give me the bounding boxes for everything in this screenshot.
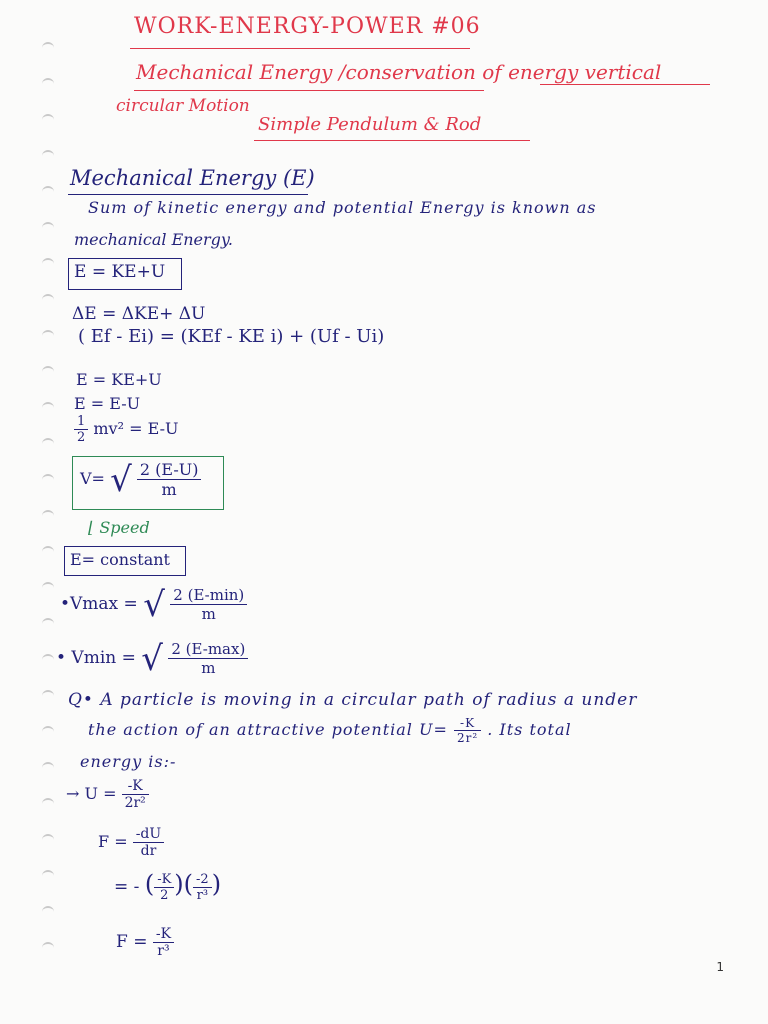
sqrt-symbol: √ — [143, 584, 165, 625]
vmin-denominator: m — [201, 659, 216, 677]
question-line-2-text: the action of an attractive potential U= — [88, 720, 448, 739]
topics-underline-1b — [540, 84, 710, 85]
step-p1-denominator: 2 — [160, 888, 169, 903]
equation-3 — [74, 414, 178, 445]
solution-f — [98, 826, 164, 859]
eq3-rhs: E-U — [147, 419, 179, 438]
solution-u — [66, 778, 149, 811]
vmax-denominator: m — [201, 605, 216, 623]
speed-annotation — [88, 518, 150, 537]
question-line-1: Q• A particle is moving in a circular path of radius a under — [68, 690, 638, 710]
boxed-formula: E = KE+U — [74, 262, 166, 282]
eq3-numerator: 1 — [74, 414, 88, 430]
definition-line-1: Sum of kinetic energy and potential Energy is known as — [88, 198, 597, 217]
speed-label: Speed — [99, 518, 150, 537]
step-p1-numerator: -K — [154, 872, 174, 888]
solution-u-lhs: U = — [84, 784, 117, 803]
sqrt-symbol: √ — [110, 459, 132, 500]
solution-f-numerator: -dU — [133, 826, 165, 843]
question-potential-denominator: 2r² — [456, 731, 479, 745]
vmax-label: •Vmax = — [60, 594, 138, 614]
solution-u-numerator: -K — [122, 778, 149, 795]
solution-f2-numerator: -K — [153, 926, 174, 943]
velocity-formula — [80, 460, 201, 499]
page-title: WORK-ENERGY-POWER #06 — [134, 14, 481, 39]
vmax-numerator: 2 (E-min) — [170, 586, 247, 605]
eq3-denominator: 2 — [77, 430, 86, 445]
arrow-icon: → — [66, 784, 80, 803]
sqrt-symbol: √ — [141, 638, 163, 679]
question-line-3: energy is:- — [80, 752, 177, 771]
heading-underline — [68, 194, 308, 195]
topics-underline-3 — [254, 140, 530, 141]
velocity-denominator: m — [161, 480, 177, 499]
question-line-2 — [88, 716, 572, 745]
solution-f-denominator: dr — [140, 843, 157, 859]
solution-step: = - ( $\frac{-K}{2}$ )( $\frac{-2}{\text{r³}}$ ) — [114, 870, 222, 903]
topics-line-1: Mechanical Energy /conservation of energy vertical — [136, 60, 662, 84]
solution-step-eq: = - — [114, 877, 140, 897]
solution-f2-denominator: r³ — [157, 943, 170, 959]
constant-formula: E= constant — [70, 550, 170, 569]
question-potential-numerator: -K — [454, 716, 481, 731]
title-underline — [130, 48, 470, 49]
vmax-formula — [60, 586, 247, 623]
delta-expanded-equation: ( Ef - Ei) = (KEf - KE i) + (Uf - Ui) — [78, 326, 385, 347]
topics-underline-1 — [134, 90, 484, 91]
vmin-numerator: 2 (E-max) — [168, 640, 248, 659]
step-p2-denominator: r³ — [196, 888, 209, 903]
step-p2-numerator: -2 — [193, 872, 212, 888]
section-heading: Mechanical Energy (E) — [70, 166, 315, 190]
speed-bracket-icon: ⌊ — [88, 518, 100, 537]
solution-u-denominator: 2r² — [124, 795, 146, 811]
vmin-label: • Vmin = — [56, 648, 136, 668]
vmin-formula — [56, 640, 248, 677]
page-number: 1 — [716, 960, 724, 974]
velocity-numerator: 2 (E-U) — [137, 460, 202, 480]
solution-f-lhs: F = — [98, 832, 128, 851]
delta-equation: ΔE = ΔKE+ ΔU — [72, 304, 206, 324]
equation-1: E = KE+U — [76, 370, 162, 389]
solution-f2-lhs: F = — [116, 932, 148, 952]
question-line-2-end: . Its total — [487, 720, 572, 739]
definition-line-2: mechanical Energy. — [74, 230, 233, 249]
velocity-label: V= — [80, 469, 105, 488]
topics-line-2: circular Motion — [116, 96, 250, 116]
solution-f2 — [116, 926, 174, 959]
eq3-lhs: mv² = — [93, 419, 143, 438]
topics-line-3: Simple Pendulum & Rod — [258, 114, 482, 135]
equation-2: E = E-U — [74, 394, 141, 413]
